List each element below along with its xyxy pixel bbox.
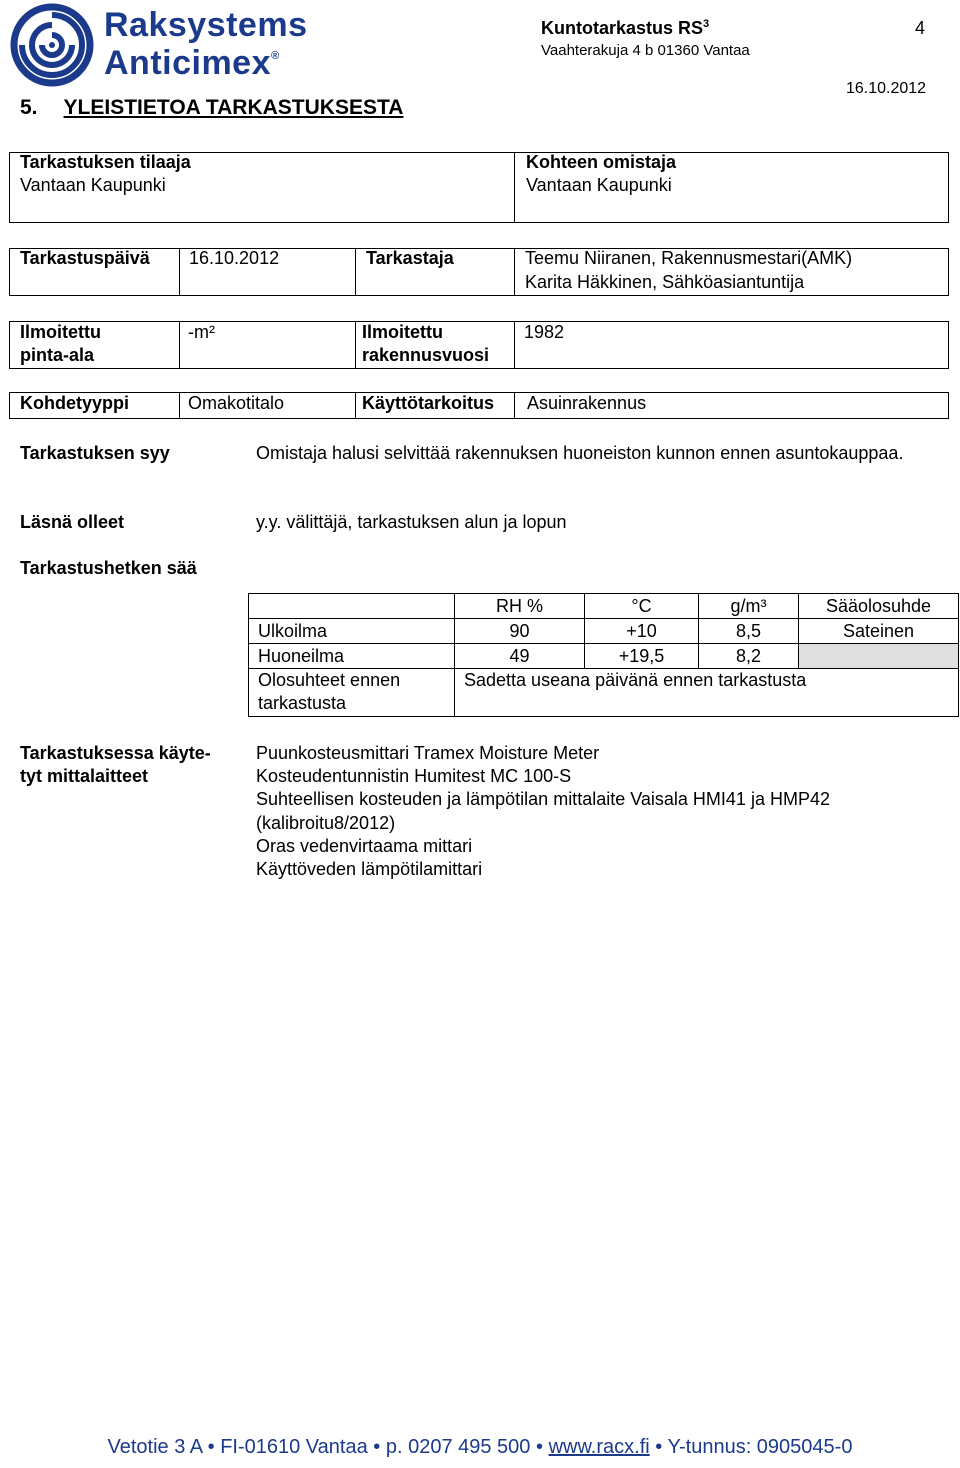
- footer-website-link[interactable]: www.racx.fi: [548, 1436, 650, 1458]
- inspector-2: Karita Häkkinen, Sähköasiantuntija: [525, 272, 805, 292]
- logo-text-anticimex: Anticimex®: [104, 44, 280, 82]
- year-label-2: rakennusvuosi: [362, 345, 490, 365]
- weather-header-cond: Sääolosuhde: [799, 594, 959, 619]
- footer-business-id: Y-tunnus: 0905045-0: [667, 1436, 853, 1458]
- list-item: Kosteudentunnistin Humitest MC 100-S: [256, 766, 572, 787]
- company-logo: [4, 2, 324, 88]
- area-label-2: pinta-ala: [20, 345, 95, 365]
- type-value: Omakotitalo: [188, 393, 285, 413]
- footer-bullet: •: [655, 1436, 663, 1458]
- document-date: 16.10.2012: [846, 80, 927, 97]
- weather-row-abs: 8,5: [699, 619, 799, 644]
- section-heading: YLEISTIETOA TARKASTUKSESTA: [63, 96, 404, 119]
- weather-row-cond: Sateinen: [799, 619, 959, 644]
- list-item: Puunkosteusmittari Tramex Moisture Meter: [256, 743, 600, 763]
- inspector-label: Tarkastaja: [366, 248, 454, 268]
- footer-bullet: •: [373, 1436, 381, 1458]
- weather-header-rh: RH %: [455, 594, 585, 619]
- use-label: Käyttötarkoitus: [362, 393, 495, 413]
- footer-street: Vetotie 3 A: [107, 1436, 203, 1458]
- weather-row-rh: 90: [455, 619, 585, 644]
- document-address: Vaahterakuja 4 b 01360 Vantaa: [541, 42, 750, 59]
- document-title: Kuntotarkastus $RS^3$: [541, 18, 710, 38]
- inspection-date-label: Tarkastuspäivä: [20, 248, 150, 268]
- prior-conditions-value: Sadetta useana päivänä ennen tarkastusta: [455, 669, 959, 717]
- weather-row-name: Huoneilma: [249, 644, 455, 669]
- footer-bullet: •: [207, 1436, 215, 1458]
- present-label: Läsnä olleet: [20, 512, 125, 532]
- weather-row-abs: 8,2: [699, 644, 799, 669]
- orderer-label: Tarkastuksen tilaaja: [20, 152, 191, 172]
- logo-text-raksystems: Raksystems: [104, 6, 308, 44]
- section-number: 5.: [20, 96, 38, 119]
- footer-bullet: •: [536, 1436, 544, 1458]
- devices-label-2: tyt mittalaitteet: [20, 766, 149, 786]
- devices-label-1: Tarkastuksessa käyte-: [20, 743, 211, 763]
- section-title: [20, 96, 403, 120]
- footer: [0, 1436, 960, 1459]
- weather-row-rh: 49: [455, 644, 585, 669]
- type-label: Kohdetyyppi: [20, 393, 130, 413]
- weather-row-temp: +10: [585, 619, 699, 644]
- weather-label: Tarkastushetken sää: [20, 558, 197, 578]
- inspector-1: Teemu Niiranen, Rakennusmestari(AMK): [525, 248, 853, 268]
- owner-value: Vantaan Kaupunki: [526, 175, 672, 195]
- year-label-1: Ilmoitettu: [362, 322, 443, 342]
- weather-row-cond: [799, 644, 959, 669]
- spiral-logo-icon: [4, 2, 100, 88]
- table-row: [249, 644, 959, 669]
- footer-postal: FI-01610 Vantaa: [220, 1436, 368, 1458]
- table-row: [249, 619, 959, 644]
- area-label-1: Ilmoitettu: [20, 322, 101, 342]
- weather-header-row: [249, 594, 959, 619]
- use-value: Asuinrakennus: [527, 393, 647, 413]
- footer-phone: p. 0207 495 500: [385, 1436, 531, 1458]
- reason-label: Tarkastuksen syy: [20, 443, 170, 463]
- list-item: Käyttöveden lämpötilamittari: [256, 859, 483, 880]
- area-value: -m²: [188, 322, 215, 342]
- weather-header-abs: g/m³: [699, 594, 799, 619]
- weather-row-temp: +19,5: [585, 644, 699, 669]
- page-number: 4: [915, 18, 926, 38]
- weather-table: [248, 593, 959, 717]
- owner-label: Kohteen omistaja: [526, 152, 677, 172]
- weather-row-name: Ulkoilma: [249, 619, 455, 644]
- devices-list: [256, 742, 830, 881]
- list-item: (kalibroitu8/2012): [256, 812, 396, 833]
- present-value: y.y. välittäjä, tarkastuksen alun ja lopun: [256, 512, 567, 532]
- inspection-date-value: 16.10.2012: [189, 248, 280, 268]
- list-item: Oras vedenvirtaama mittari: [256, 835, 473, 856]
- orderer-value: Vantaan Kaupunki: [20, 175, 166, 195]
- prior-conditions-label: Olosuhteet ennen tarkastusta: [249, 669, 455, 717]
- table-row: [249, 669, 959, 717]
- reason-value: Omistaja halusi selvittää rakennuksen huoneiston kunnon ennen asuntokauppaa.: [256, 443, 904, 463]
- weather-header-temp: °C: [585, 594, 699, 619]
- weather-header-empty: [249, 594, 455, 619]
- year-value: 1982: [524, 322, 565, 342]
- list-item: Suhteellisen kosteuden ja lämpötilan mittalaite Vaisala HMI41 ja HMP42: [256, 789, 830, 810]
